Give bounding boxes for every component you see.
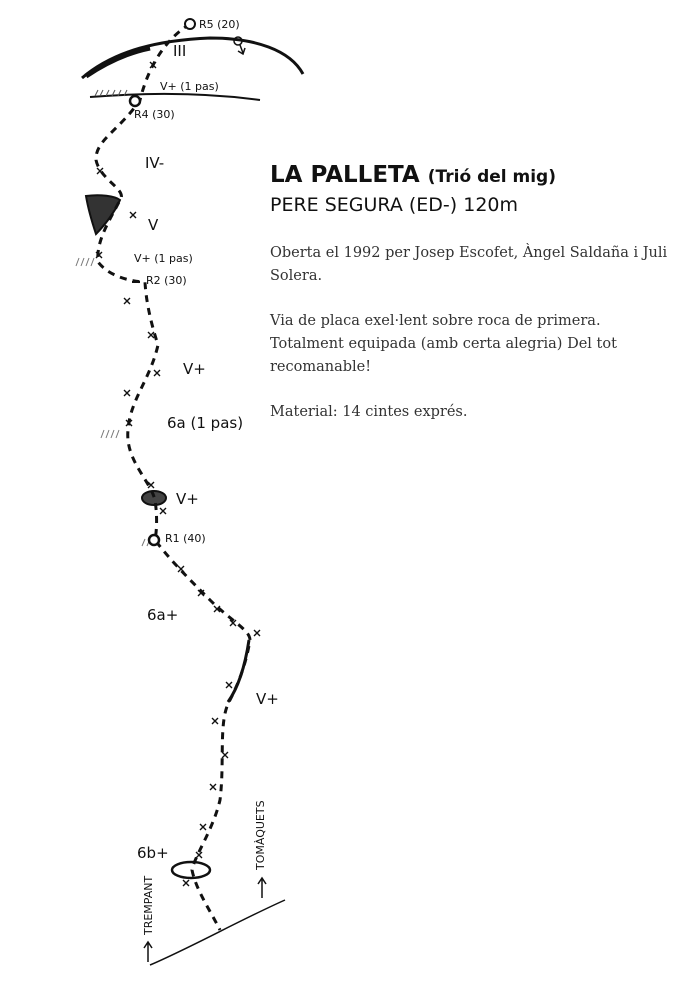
left-approach-arrow <box>144 942 152 962</box>
bolt-marker <box>124 390 130 396</box>
grade-vplus-1pas-top-label: V+ (1 pas) <box>160 80 219 93</box>
bolt-marker <box>196 852 202 858</box>
belay-r1-ring <box>149 535 159 545</box>
bolt-marker <box>210 784 216 790</box>
grade-6a-1pas-label: 6a (1 pas) <box>167 414 244 432</box>
bolt-marker <box>178 566 184 572</box>
route-opened-text: Oberta el 1992 per Josep Escofet, Àngel Saldaña i Juli Solera. <box>270 245 668 284</box>
belay-r2-label: R2 (30) <box>146 274 187 287</box>
top-ledge-shading <box>86 48 150 76</box>
right-approach-arrow <box>258 878 266 898</box>
bolt-marker <box>160 508 166 514</box>
route-info-panel <box>270 160 670 446</box>
route-line <box>96 24 250 930</box>
ledge-hatch-v <box>76 258 94 266</box>
path-label-trempant: TREMPANT <box>142 875 155 935</box>
bolt-marker <box>154 370 160 376</box>
belay-r1-label: R1 (40) <box>165 532 206 545</box>
route-line-subtitle: PERE SEGURA (ED-) 120m <box>270 194 519 216</box>
grade-vplus-1pas-mid-label: V+ (1 pas) <box>134 252 193 265</box>
r4-ledge-line <box>90 94 260 100</box>
bolt-marker <box>183 880 189 886</box>
route-title <box>270 160 670 192</box>
belay-r4-label: R4 (30) <box>134 108 175 121</box>
grade-vplus-a-label: V+ <box>183 360 206 378</box>
grade-iii-label: III <box>173 42 187 60</box>
grade-vplus-b-label: V+ <box>176 490 199 508</box>
route-material-text: Material: 14 cintes exprés. <box>270 404 468 420</box>
bolt-markers <box>96 62 260 886</box>
belay-r5-label: R5 (20) <box>199 18 240 31</box>
ledge-hatch-6a <box>101 430 119 438</box>
bolt-marker <box>130 212 136 218</box>
bolt-marker <box>222 752 228 758</box>
grade-6aplus-label: 6a+ <box>147 606 179 624</box>
bolt-marker <box>226 682 232 688</box>
route-description-text: Via de placa exel·lent sobre roca de primera. Totalment equipada (amb certa alegria) Del tot recomanable! <box>270 313 617 375</box>
bolt-marker <box>148 332 154 338</box>
bolt-marker <box>254 630 260 636</box>
bolt-marker <box>212 718 218 724</box>
bolt-marker <box>124 298 130 304</box>
belay-r4-ring <box>130 96 140 106</box>
path-label-tomaquets: TOMÀQUETS <box>254 800 267 870</box>
belay-r5-ring <box>185 19 195 29</box>
dihedral-arc <box>228 640 249 702</box>
route-name: LA PALLETA <box>270 162 420 188</box>
grade-6bplus-label: 6b+ <box>137 844 169 862</box>
grade-ivminus-label: IV- <box>145 154 165 172</box>
bolt-marker <box>97 168 103 174</box>
ground-line <box>150 900 285 965</box>
route-variant: (Trió del mig) <box>427 167 556 187</box>
roof-overhang <box>86 195 120 234</box>
grade-vplus-c-label: V+ <box>256 690 279 708</box>
descent-arrow <box>238 45 245 54</box>
grade-v-label: V <box>148 216 159 234</box>
bolt-marker <box>200 824 206 830</box>
